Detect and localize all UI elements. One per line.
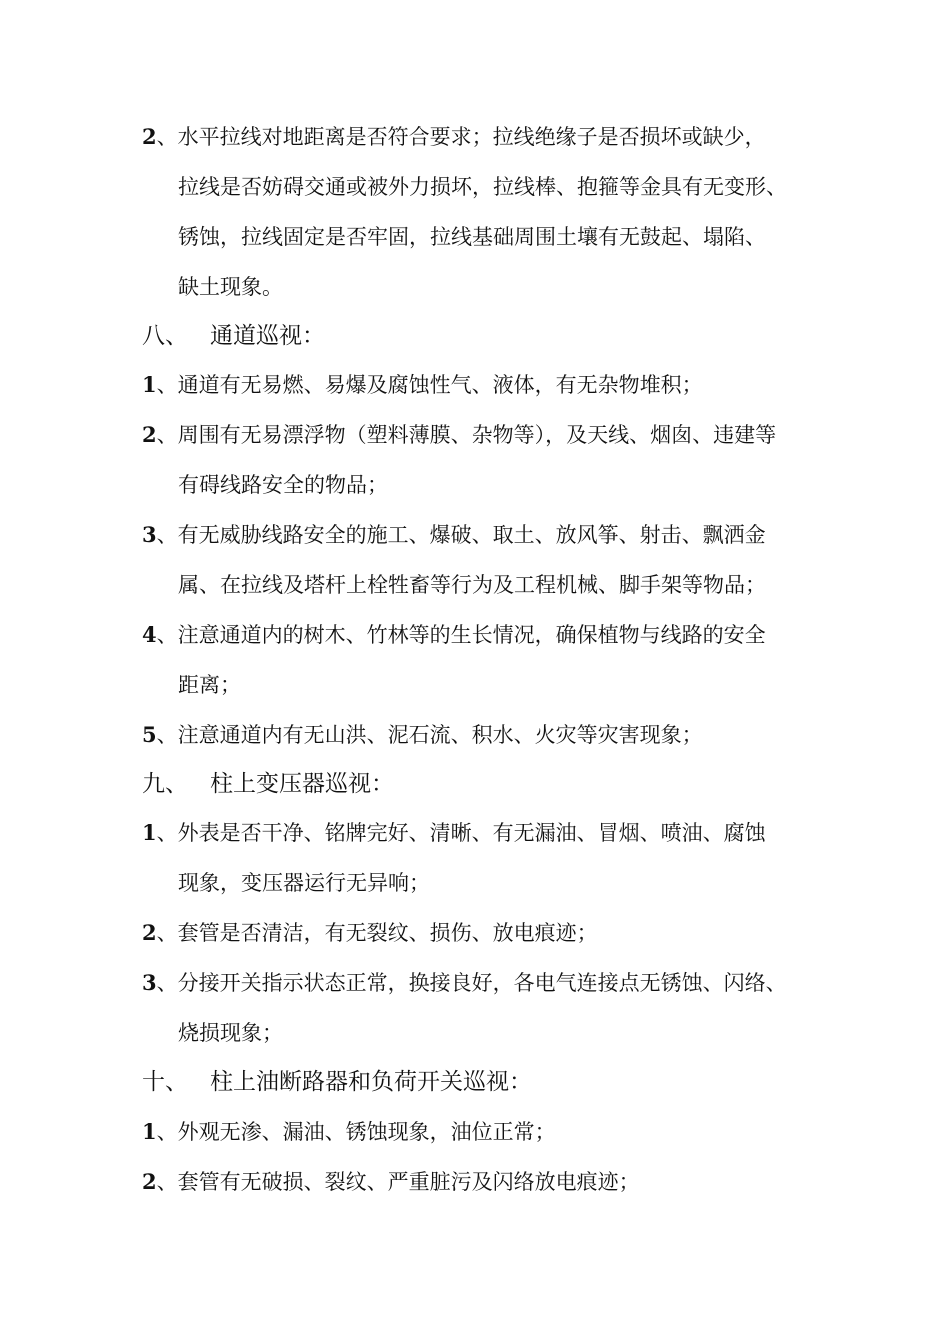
intro-item-line-4: 缺土现象。 — [178, 275, 283, 299]
item-number: 2 — [142, 1169, 157, 1194]
section-number: 八、 — [142, 323, 188, 349]
item-continuation: 烧损现象； — [178, 1021, 283, 1045]
section-number: 九、 — [142, 771, 188, 797]
item-text: 、周围有无易漂浮物（塑料薄膜、杂物等），及天线、烟囱、违建等 — [156, 423, 777, 447]
item-text: 、注意通道内的树木、竹林等的生长情况，确保植物与线路的安全 — [156, 623, 766, 647]
item-text: 、外观无渗、漏油、锈蚀现象，油位正常； — [156, 1120, 556, 1144]
item-number: 3 — [142, 970, 157, 995]
section-number: 十、 — [142, 1069, 188, 1095]
section-title: 柱上油断路器和负荷开关巡视： — [210, 1069, 532, 1095]
item-continuation: 有碍线路安全的物品； — [178, 473, 388, 497]
intro-item-line-1 — [142, 122, 766, 152]
item-number: 2 — [142, 422, 157, 447]
item-text: 、分接开关指示状态正常，换接良好，各电气连接点无锈蚀、闪络、 — [156, 971, 787, 995]
item-number: 1 — [142, 372, 157, 397]
item-text: 、注意通道内有无山洪、泥石流、积水、火灾等灾害现象； — [156, 723, 703, 747]
item-number: 3 — [142, 522, 157, 547]
item-text: 、通道有无易燃、易爆及腐蚀性气、液体，有无杂物堆积； — [156, 373, 703, 397]
list-item — [142, 968, 787, 998]
section-heading — [142, 320, 325, 352]
list-item — [142, 520, 766, 550]
item-text: 、套管是否清洁，有无裂纹、损伤、放电痕迹； — [156, 921, 598, 945]
section-title: 通道巡视： — [210, 323, 325, 349]
item-continuation: 距离； — [178, 673, 241, 697]
item-number: 4 — [142, 622, 157, 647]
list-item — [142, 620, 766, 650]
item-text: 、有无威胁线路安全的施工、爆破、取土、放风筝、射击、飘洒金 — [156, 523, 766, 547]
item-number: 1 — [142, 1119, 157, 1144]
item-text: 、外表是否干净、铭牌完好、清晰、有无漏油、冒烟、喷油、腐蚀 — [156, 821, 766, 845]
item-continuation: 现象，变压器运行无异响； — [178, 871, 430, 895]
list-item — [142, 1167, 640, 1197]
list-item — [142, 720, 703, 750]
section-heading — [142, 1066, 532, 1098]
item-continuation: 属、在拉线及塔杆上栓牲畜等行为及工程机械、脚手架等物品； — [178, 573, 766, 597]
item-number: 1 — [142, 820, 157, 845]
item-number: 5 — [142, 722, 157, 747]
section-title: 柱上变压器巡视： — [210, 771, 394, 797]
intro-item-line-3: 锈蚀，拉线固定是否牢固，拉线基础周围土壤有无鼓起、塌陷、 — [178, 225, 766, 249]
intro-item-line-2: 拉线是否妨碍交通或被外力损坏，拉线棒、抱箍等金具有无变形、 — [178, 175, 787, 199]
section-heading — [142, 768, 394, 800]
list-item — [142, 818, 766, 848]
list-item — [142, 918, 598, 948]
item-number: 2 — [142, 920, 157, 945]
item-text: 、水平拉线对地距离是否符合要求；拉线绝缘子是否损坏或缺少， — [156, 125, 766, 149]
list-item — [142, 1117, 556, 1147]
item-number: 2 — [142, 124, 157, 149]
list-item — [142, 370, 703, 400]
list-item — [142, 420, 776, 450]
item-text: 、套管有无破损、裂纹、严重脏污及闪络放电痕迹； — [156, 1170, 640, 1194]
